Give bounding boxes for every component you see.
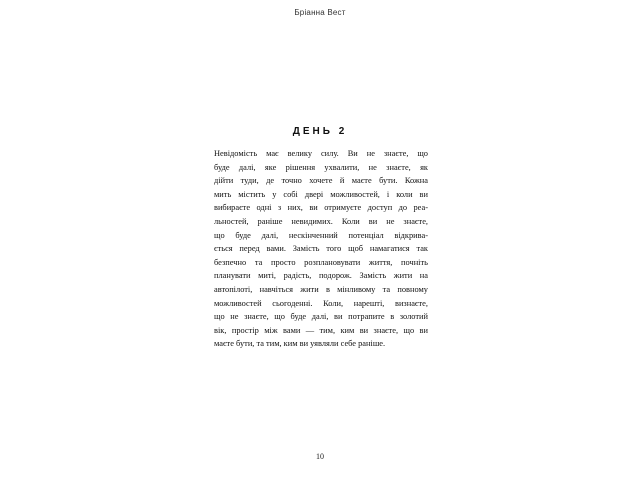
body-line: буде далі, яке рішення ухвалити, не знаєте, як: [214, 162, 428, 172]
page-number: 10: [316, 452, 324, 461]
body-line: дійти туди, де точно хочете й маєте бути. Кожна: [214, 176, 428, 186]
body-line: льностей, раніше невидимих. Коли ви не знаєте,: [214, 216, 428, 226]
body-line: планувати миті, радість, подорож. Замість жити на: [214, 271, 428, 281]
body-line: ється перед вами. Замість того щоб намагатися так: [214, 244, 428, 254]
body-line: що не знаєте, що буде далі, ви потрапите в золотий: [214, 312, 428, 322]
running-header: Брiанна Вест: [294, 8, 346, 17]
chapter-heading: ДЕНЬ 2: [292, 126, 348, 137]
body-line: мить містить у собі двері можливостей, і коли ви: [214, 189, 428, 199]
body-line: маєте бути, та тим, ким ви уявляли себе раніше.: [214, 339, 386, 349]
body-line: автопілоті, навчіться жити в мінливому та повному: [214, 284, 428, 294]
body-line: вибираєте одні з них, ви отримуєте доступ до реа-: [214, 203, 428, 213]
body-line: безпечно та просто розплановувати життя, почніть: [214, 257, 428, 267]
body-line: Невідомість має велику силу. Ви не знаєте, що: [214, 149, 428, 158]
body-line: що буде далі, нескінченний потенціал відкрива-: [214, 230, 428, 240]
body-line: вік, простір між вами — тим, ким ви знаєте, що ви: [214, 325, 428, 335]
body-paragraph: [214, 147, 428, 351]
body-line: можливостей сьогоденні. Коли, нарешті, визнаєте,: [214, 298, 428, 308]
